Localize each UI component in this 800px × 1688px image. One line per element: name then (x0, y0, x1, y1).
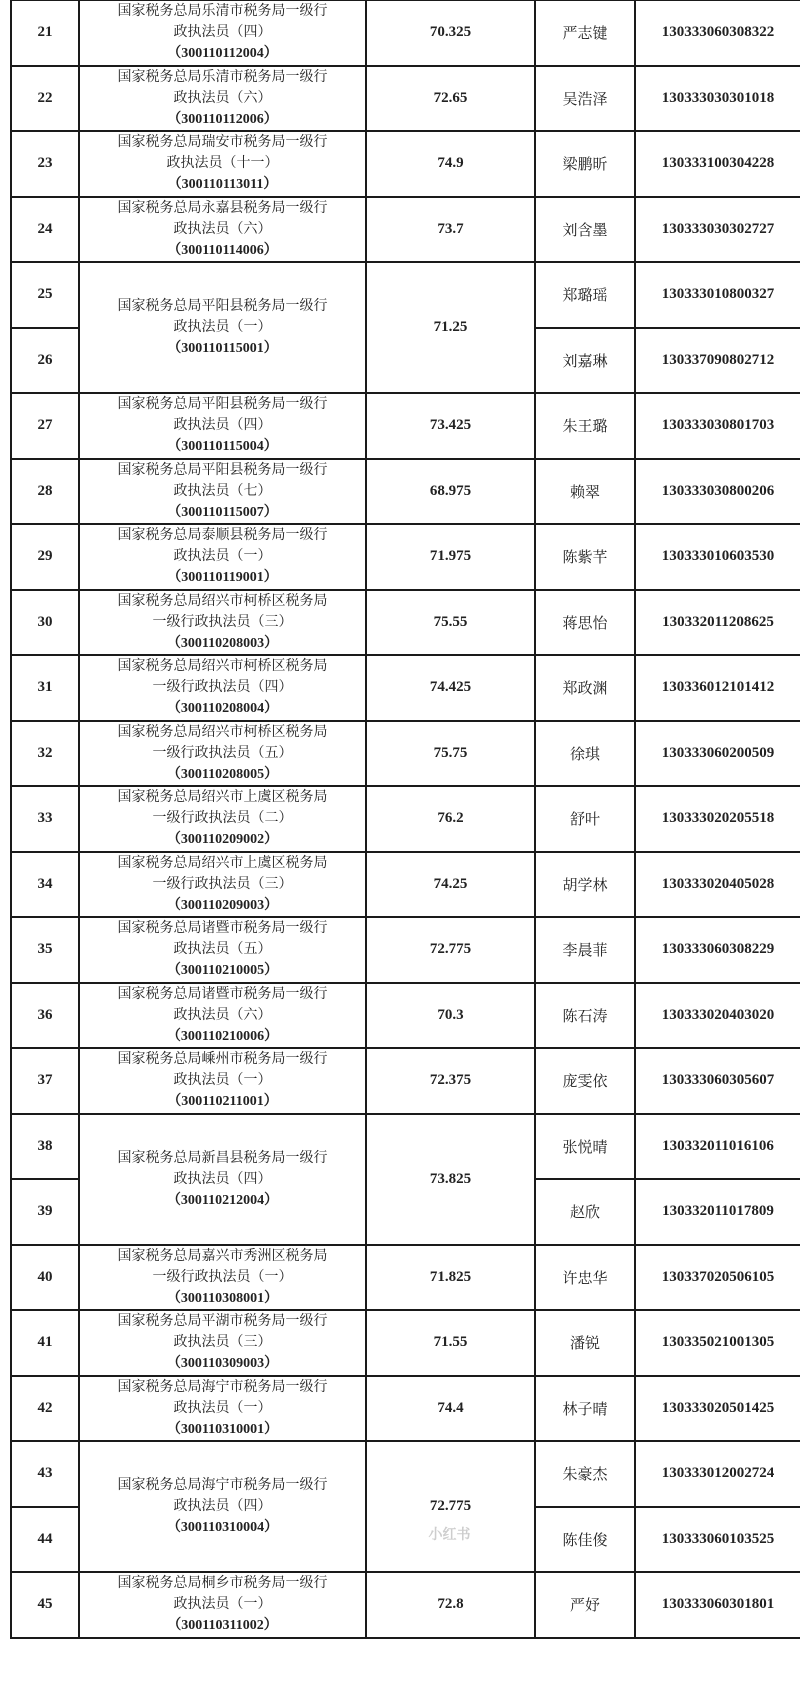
table-row (11, 524, 800, 590)
exam-id-cell: 130333030800206 (635, 459, 800, 525)
row-number: 21 (11, 0, 79, 66)
exam-id-cell: 130333060103525 (635, 1507, 800, 1573)
name-cell: 赖翠 (535, 459, 635, 525)
position-cell (79, 721, 366, 787)
position-title-line: 政执法员（一） (173, 319, 272, 335)
position-code: （300110119001） (167, 570, 278, 586)
row-number: 42 (11, 1376, 79, 1442)
name-cell: 林子晴 (535, 1376, 635, 1442)
position-title-line: 国家税务总局平阳县税务局一级行 (117, 298, 328, 314)
position-title-line: 一级行政执法员（四） (152, 679, 293, 696)
score-cell: 73.7 (366, 197, 535, 263)
table-row (11, 262, 800, 328)
position-title-line: 国家税务总局瑞安市税务局一级行 (117, 134, 328, 151)
name-cell: 刘嘉琳 (535, 328, 635, 394)
position-cell (79, 459, 366, 525)
position-title-line: 国家税务总局绍兴市上虞区税务局 (117, 789, 328, 806)
name-cell: 朱豪杰 (535, 1441, 635, 1507)
position-title-line: 国家税务总局绍兴市柯桥区税务局 (117, 658, 328, 675)
table-row (11, 1310, 800, 1376)
position-cell (79, 917, 366, 983)
score-cell: 72.775 (366, 1441, 535, 1572)
results-table-body (11, 0, 800, 1638)
position-title-line: 国家税务总局绍兴市柯桥区税务局 (117, 592, 328, 609)
position-code: （300110311002） (167, 1618, 278, 1634)
position-title-line: 政执法员（四） (173, 417, 272, 434)
position-cell (79, 66, 366, 132)
position-code: （300110115001） (167, 341, 278, 356)
row-number: 45 (11, 1572, 79, 1638)
name-cell: 刘含墨 (535, 197, 635, 263)
table-row (11, 655, 800, 721)
name-cell: 陈石涛 (535, 983, 635, 1049)
position-title-line: 一级行政执法员（三） (152, 613, 293, 630)
score-cell: 74.9 (366, 131, 535, 197)
position-title-line: 政执法员（四） (173, 24, 272, 41)
name-cell: 潘锐 (535, 1310, 635, 1376)
position-title-line: 政执法员（一） (173, 548, 272, 565)
position-code: （300110209003） (166, 897, 279, 913)
name-cell: 徐琪 (535, 721, 635, 787)
watermark-logo: 小红书 (412, 1522, 487, 1546)
row-number: 44 (11, 1507, 79, 1573)
position-title-line: 国家税务总局新昌县税务局一级行 (117, 1149, 328, 1166)
name-cell: 郑璐瑶 (535, 262, 635, 328)
name-cell: 朱王璐 (535, 393, 635, 459)
position-code: （300110310001） (166, 1421, 279, 1437)
results-table (10, 0, 800, 1639)
row-number: 31 (11, 655, 79, 721)
position-title-line: 国家税务总局平湖市税务局一级行 (117, 1313, 328, 1330)
exam-id-cell: 130332011208625 (635, 590, 800, 656)
position-title-line: 一级行政执法员（五） (152, 744, 293, 761)
name-cell: 郑政渊 (535, 655, 635, 721)
position-title-line: 一级行政执法员（一） (152, 1268, 293, 1285)
table-row (11, 1441, 800, 1507)
row-number: 37 (11, 1048, 79, 1114)
exam-id-cell: 130336012101412 (635, 655, 800, 721)
table-row (11, 590, 800, 656)
position-cell (79, 524, 366, 590)
position-title-line: 政执法员（四） (173, 1498, 272, 1514)
exam-id-cell: 130333020205518 (635, 786, 800, 852)
row-number: 35 (11, 917, 79, 983)
row-number: 28 (11, 459, 79, 525)
row-number: 36 (11, 983, 79, 1049)
row-number: 43 (11, 1441, 79, 1507)
position-title-line: 政执法员（七） (173, 482, 272, 499)
row-number: 22 (11, 66, 79, 132)
position-title-line: 政执法员（五） (173, 941, 272, 958)
position-title-line: 政执法员（一） (173, 1072, 272, 1089)
position-code: （300110309003） (166, 1356, 279, 1372)
exam-id-cell: 130337020506105 (635, 1245, 800, 1311)
name-cell: 胡学林 (535, 852, 635, 918)
exam-id-cell: 130333060308229 (635, 917, 800, 983)
name-cell: 梁鹏昕 (535, 131, 635, 197)
position-cell (79, 1114, 366, 1245)
position-code: （300110208004） (166, 701, 279, 717)
position-code: （300110210005） (166, 963, 279, 979)
position-title-line: 政执法员（一） (173, 1596, 272, 1613)
name-cell: 李晨菲 (535, 917, 635, 983)
name-cell: 陈佳俊 (535, 1507, 635, 1573)
exam-id-cell: 130333030801703 (635, 393, 800, 459)
name-cell: 许忠华 (535, 1245, 635, 1311)
row-number: 26 (11, 328, 79, 394)
row-number: 34 (11, 852, 79, 918)
position-title-line: 国家税务总局绍兴市柯桥区税务局 (117, 723, 328, 740)
row-number: 25 (11, 262, 79, 328)
row-number: 41 (11, 1310, 79, 1376)
position-code: （300110112006） (167, 111, 278, 127)
position-code: （300110115004） (167, 439, 278, 455)
position-title-line: 政执法员（六） (173, 89, 272, 106)
row-number: 33 (11, 786, 79, 852)
exam-id-cell: 130332011016106 (635, 1114, 800, 1180)
table-row (11, 721, 800, 787)
table-row (11, 852, 800, 918)
score-cell: 74.425 (366, 655, 535, 721)
position-title-line: 国家税务总局乐清市税务局一级行 (117, 68, 328, 85)
score-cell: 72.775 (366, 917, 535, 983)
exam-id-cell: 130333010603530 (635, 524, 800, 590)
score-cell: 72.65 (366, 66, 535, 132)
score-cell: 76.2 (366, 786, 535, 852)
table-row (11, 197, 800, 263)
exam-id-cell: 130333060200509 (635, 721, 800, 787)
position-title-line: 国家税务总局诸暨市税务局一级行 (117, 985, 328, 1002)
name-cell: 陈紫芊 (535, 524, 635, 590)
row-number: 30 (11, 590, 79, 656)
table-row (11, 917, 800, 983)
position-cell (79, 1376, 366, 1442)
position-title-line: 国家税务总局海宁市税务局一级行 (117, 1477, 328, 1493)
name-cell: 吴浩泽 (535, 66, 635, 132)
table-row (11, 1114, 800, 1180)
position-cell (79, 262, 366, 393)
position-title-line: 国家税务总局嵊州市税务局一级行 (117, 1051, 328, 1068)
table-row (11, 393, 800, 459)
position-code: （300110113011） (167, 177, 278, 193)
row-number: 32 (11, 721, 79, 787)
row-number: 24 (11, 197, 79, 263)
table-row (11, 786, 800, 852)
position-cell (79, 983, 366, 1049)
exam-id-cell: 130333012002724 (635, 1441, 800, 1507)
exam-id-cell: 130333030301018 (635, 66, 800, 132)
position-code: （300110208005） (166, 766, 279, 782)
exam-id-cell: 130333020405028 (635, 852, 800, 918)
position-code: （300110210006） (166, 1028, 279, 1044)
position-title-line: 一级行政执法员（三） (152, 875, 293, 892)
position-cell (79, 786, 366, 852)
exam-id-cell: 130333030302727 (635, 197, 800, 263)
name-cell: 赵欣 (535, 1179, 635, 1245)
position-cell (79, 1572, 366, 1638)
table-row (11, 1376, 800, 1442)
score-cell: 74.25 (366, 852, 535, 918)
score-cell: 72.375 (366, 1048, 535, 1114)
exam-id-cell: 130333060305607 (635, 1048, 800, 1114)
exam-id-cell: 130333020403020 (635, 983, 800, 1049)
position-cell (79, 1441, 366, 1572)
exam-id-cell: 130337090802712 (635, 328, 800, 394)
score-cell: 71.975 (366, 524, 535, 590)
position-cell (79, 197, 366, 263)
position-cell (79, 1310, 366, 1376)
position-code: （300110211001） (167, 1094, 278, 1110)
position-cell (79, 1048, 366, 1114)
position-title-line: 国家税务总局海宁市税务局一级行 (117, 1378, 328, 1395)
position-title-line: 一级行政执法员（二） (152, 810, 293, 827)
position-title-line: 国家税务总局乐清市税务局一级行 (117, 3, 328, 20)
table-row (11, 1245, 800, 1311)
position-title-line: 政执法员（三） (173, 1334, 272, 1351)
position-cell (79, 0, 366, 66)
exam-id-cell: 130333060308322 (635, 0, 800, 66)
score-cell: 71.825 (366, 1245, 535, 1311)
score-cell: 72.8 (366, 1572, 535, 1638)
position-title-line: 国家税务总局平阳县税务局一级行 (117, 396, 328, 413)
position-code: （300110208003） (166, 635, 279, 651)
position-code: （300110209002） (166, 832, 279, 848)
exam-id-cell: 130335021001305 (635, 1310, 800, 1376)
position-title-line: 政执法员（十一） (166, 155, 279, 172)
position-title-line: 国家税务总局桐乡市税务局一级行 (117, 1575, 328, 1592)
exam-id-cell: 130333020501425 (635, 1376, 800, 1442)
table-row (11, 1572, 800, 1638)
row-number: 39 (11, 1179, 79, 1245)
position-cell (79, 1245, 366, 1311)
name-cell: 舒叶 (535, 786, 635, 852)
table-row (11, 131, 800, 197)
position-title-line: 国家税务总局永嘉县税务局一级行 (117, 199, 328, 216)
score-cell: 71.25 (366, 262, 535, 393)
score-cell: 70.325 (366, 0, 535, 66)
position-title-line: 政执法员（六） (173, 1006, 272, 1023)
exam-id-cell: 130332011017809 (635, 1179, 800, 1245)
score-cell: 75.75 (366, 721, 535, 787)
position-cell (79, 852, 366, 918)
score-cell: 75.55 (366, 590, 535, 656)
position-title-line: 国家税务总局绍兴市上虞区税务局 (117, 854, 328, 871)
exam-id-cell: 130333010800327 (635, 262, 800, 328)
position-code: （300110115007） (167, 504, 278, 520)
position-cell (79, 590, 366, 656)
position-title-line: 国家税务总局诸暨市税务局一级行 (117, 920, 328, 937)
position-cell (79, 393, 366, 459)
exam-id-cell: 130333100304228 (635, 131, 800, 197)
position-code: （300110112004） (167, 46, 278, 62)
position-title-line: 国家税务总局嘉兴市秀洲区税务局 (117, 1247, 328, 1264)
position-code: （300110308001） (166, 1290, 279, 1306)
score-cell: 68.975 (366, 459, 535, 525)
position-cell (79, 655, 366, 721)
position-title-line: 国家税务总局泰顺县税务局一级行 (117, 527, 328, 544)
score-cell: 73.425 (366, 393, 535, 459)
table-row (11, 459, 800, 525)
score-cell: 74.4 (366, 1376, 535, 1442)
position-title-line: 政执法员（四） (173, 1170, 272, 1187)
name-cell: 庞雯依 (535, 1048, 635, 1114)
row-number: 29 (11, 524, 79, 590)
row-number: 23 (11, 131, 79, 197)
score-cell: 71.55 (366, 1310, 535, 1376)
table-row (11, 0, 800, 66)
table-row (11, 66, 800, 132)
score-cell: 70.3 (366, 983, 535, 1049)
position-code: （300110310004） (166, 1520, 279, 1535)
position-cell (79, 131, 366, 197)
name-cell: 蒋思怡 (535, 590, 635, 656)
position-title-line: 政执法员（六） (173, 220, 272, 237)
table-row (11, 1048, 800, 1114)
row-number: 27 (11, 393, 79, 459)
position-code: （300110212004） (166, 1192, 279, 1208)
position-code: （300110114006） (167, 242, 278, 258)
row-number: 38 (11, 1114, 79, 1180)
name-cell: 严妤 (535, 1572, 635, 1638)
position-title-line: 政执法员（一） (173, 1399, 272, 1416)
exam-id-cell: 130333060301801 (635, 1572, 800, 1638)
position-title-line: 国家税务总局平阳县税务局一级行 (117, 461, 328, 478)
score-cell: 73.825 (366, 1114, 535, 1245)
table-row (11, 983, 800, 1049)
row-number: 40 (11, 1245, 79, 1311)
name-cell: 严志键 (535, 0, 635, 66)
name-cell: 张悦晴 (535, 1114, 635, 1180)
